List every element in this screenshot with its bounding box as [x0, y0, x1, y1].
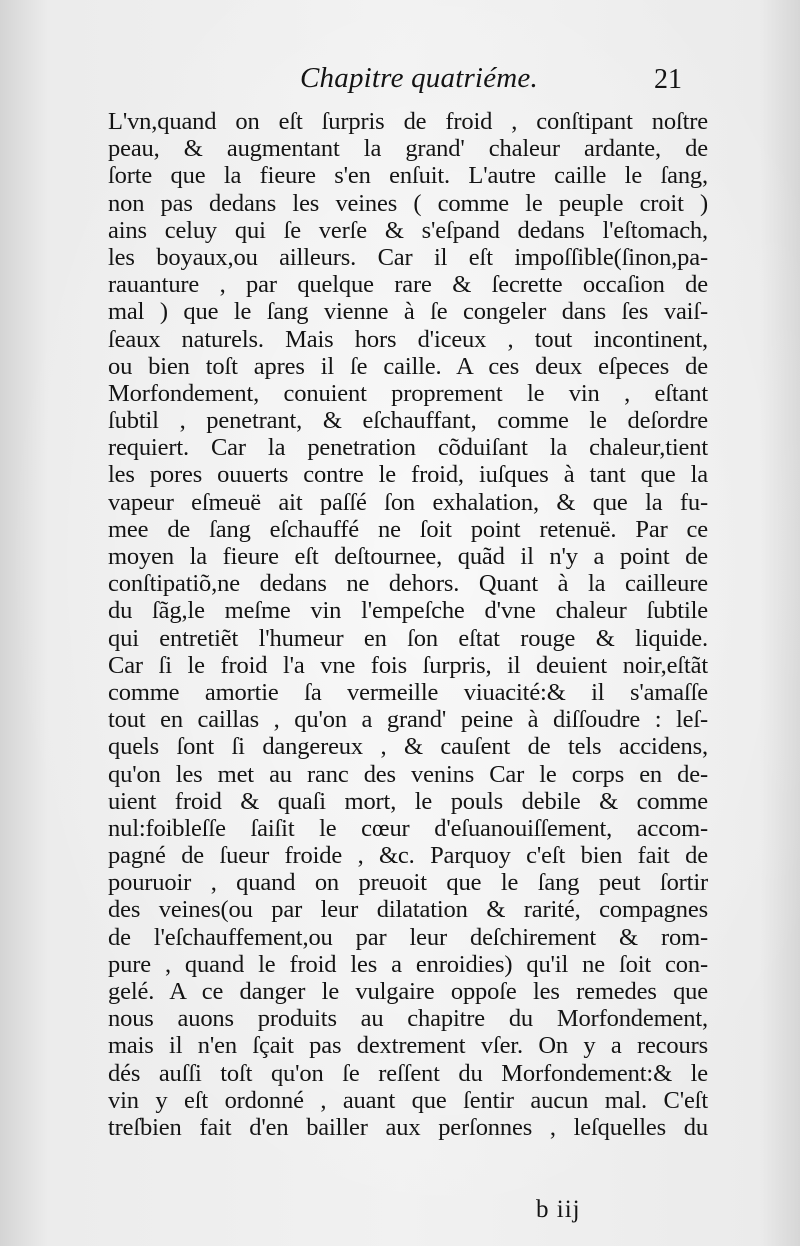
text-line: ains celuy qui ſe verſe & s'eſpand dedans l'eſtomach,: [108, 216, 708, 244]
text-line: des veines(ou par leur dilatation & rarité, compagnes: [108, 896, 708, 924]
text-line: requiert. Car la penetration cõduiſant la chaleur,tient: [108, 434, 708, 462]
text-line: dés auſſi toſt qu'on ſe reſſent du Morfondement:& le: [108, 1059, 708, 1087]
chapter-title: Chapitre quatriéme.: [300, 62, 538, 94]
text-line: de l'eſchauffement,ou par leur deſchirement & rom-: [108, 923, 708, 951]
text-line: pouruoir , quand on preuoit que le ſang peut ſortir: [108, 869, 708, 897]
text-line: quels ſont ſi dangereux , & cauſent de tels accidens,: [108, 733, 708, 761]
text-line: non pas dedans les veines ( comme le peuple croit ): [108, 189, 708, 217]
text-line: comme amortie ſa vermeille viuacité:& il s'amaſſe: [108, 678, 708, 706]
text-line: nous auons produits au chapitre du Morfondement,: [108, 1005, 708, 1033]
text-line: pure , quand le froid les a enroidies) qu'il ne ſoit con-: [108, 950, 708, 978]
text-line: ou bien toſt apres il ſe caille. A ces deux eſpeces de: [108, 352, 708, 380]
text-line: les pores ouuerts contre le froid, iuſques à tant que la: [108, 461, 708, 489]
page-number: 21: [654, 64, 682, 95]
text-line: ſorte que la fieure s'en enſuit. L'autre caille le ſang,: [108, 162, 708, 190]
running-head: [0, 62, 800, 102]
text-line: vin y eſt ordonné , auant que ſentir aucun mal. C'eſt: [108, 1086, 708, 1114]
text-line: gelé. A ce danger le vulgaire oppoſe les remedes que: [108, 978, 708, 1005]
text-line: Car ſi le froid l'a vne fois ſurpris, il deuient noir,eſtãt: [108, 651, 708, 679]
body-text: [108, 108, 708, 1141]
text-line: mal ) que le ſang vienne à ſe congeler dans ſes vaiſ-: [108, 298, 708, 326]
text-line: Morfondement, conuient proprement le vin , eſtant: [108, 379, 708, 407]
text-line: treſbien fait d'en bailler aux perſonnes , leſquelles du: [108, 1113, 708, 1141]
text-line: pagné de ſueur froide , &c. Parquoy c'eſt bien fait de: [108, 842, 708, 870]
text-line: moyen la fieure eſt deſtournee, quãd il n'y a point de: [108, 543, 708, 570]
text-line: qui entretiẽt l'humeur en ſon eſtat rouge & liquide.: [108, 624, 708, 652]
signature-mark: b iij: [536, 1196, 581, 1223]
text-line: les boyaux,ou ailleurs. Car il eſt impoſſible(ſinon,pa-: [108, 243, 708, 271]
text-line: du ſãg,le meſme vin l'empeſche d'vne chaleur ſubtile: [108, 597, 708, 625]
text-line: vapeur eſmeuë ait paſſé ſon exhalation, & que la fu-: [108, 488, 708, 516]
text-line: ſubtil , penetrant, & eſchauffant, comme le deſordre: [108, 407, 708, 435]
text-line: uient froid & quaſi mort, le pouls debile & comme: [108, 787, 708, 815]
text-line: ſeaux naturels. Mais hors d'iceux , tout incontinent,: [108, 325, 708, 353]
text-line: mais il n'en ſçait pas dextrement vſer. On y a recours: [108, 1032, 708, 1060]
text-line: nul:foibleſſe ſaiſit le cœur d'eſuanouiſſement, accom-: [108, 814, 708, 842]
text-line: mee de ſang eſchauffé ne ſoit point retenuë. Par ce: [108, 515, 708, 543]
text-line: conſtipatiõ,ne dedans ne dehors. Quant à la cailleure: [108, 570, 708, 598]
text-line: rauanture , par quelque rare & ſecrette occaſion de: [108, 271, 708, 299]
text-line: qu'on les met au ranc des venins Car le corps en de-: [108, 760, 708, 788]
text-line: tout en caillas , qu'on a grand' peine à diſſoudre : leſ-: [108, 706, 708, 734]
text-line: peau, & augmentant la grand' chaleur ardante, de: [108, 135, 708, 163]
text-line: L'vn,quand on eſt ſurpris de froid , conſtipant noſtre: [108, 108, 708, 135]
